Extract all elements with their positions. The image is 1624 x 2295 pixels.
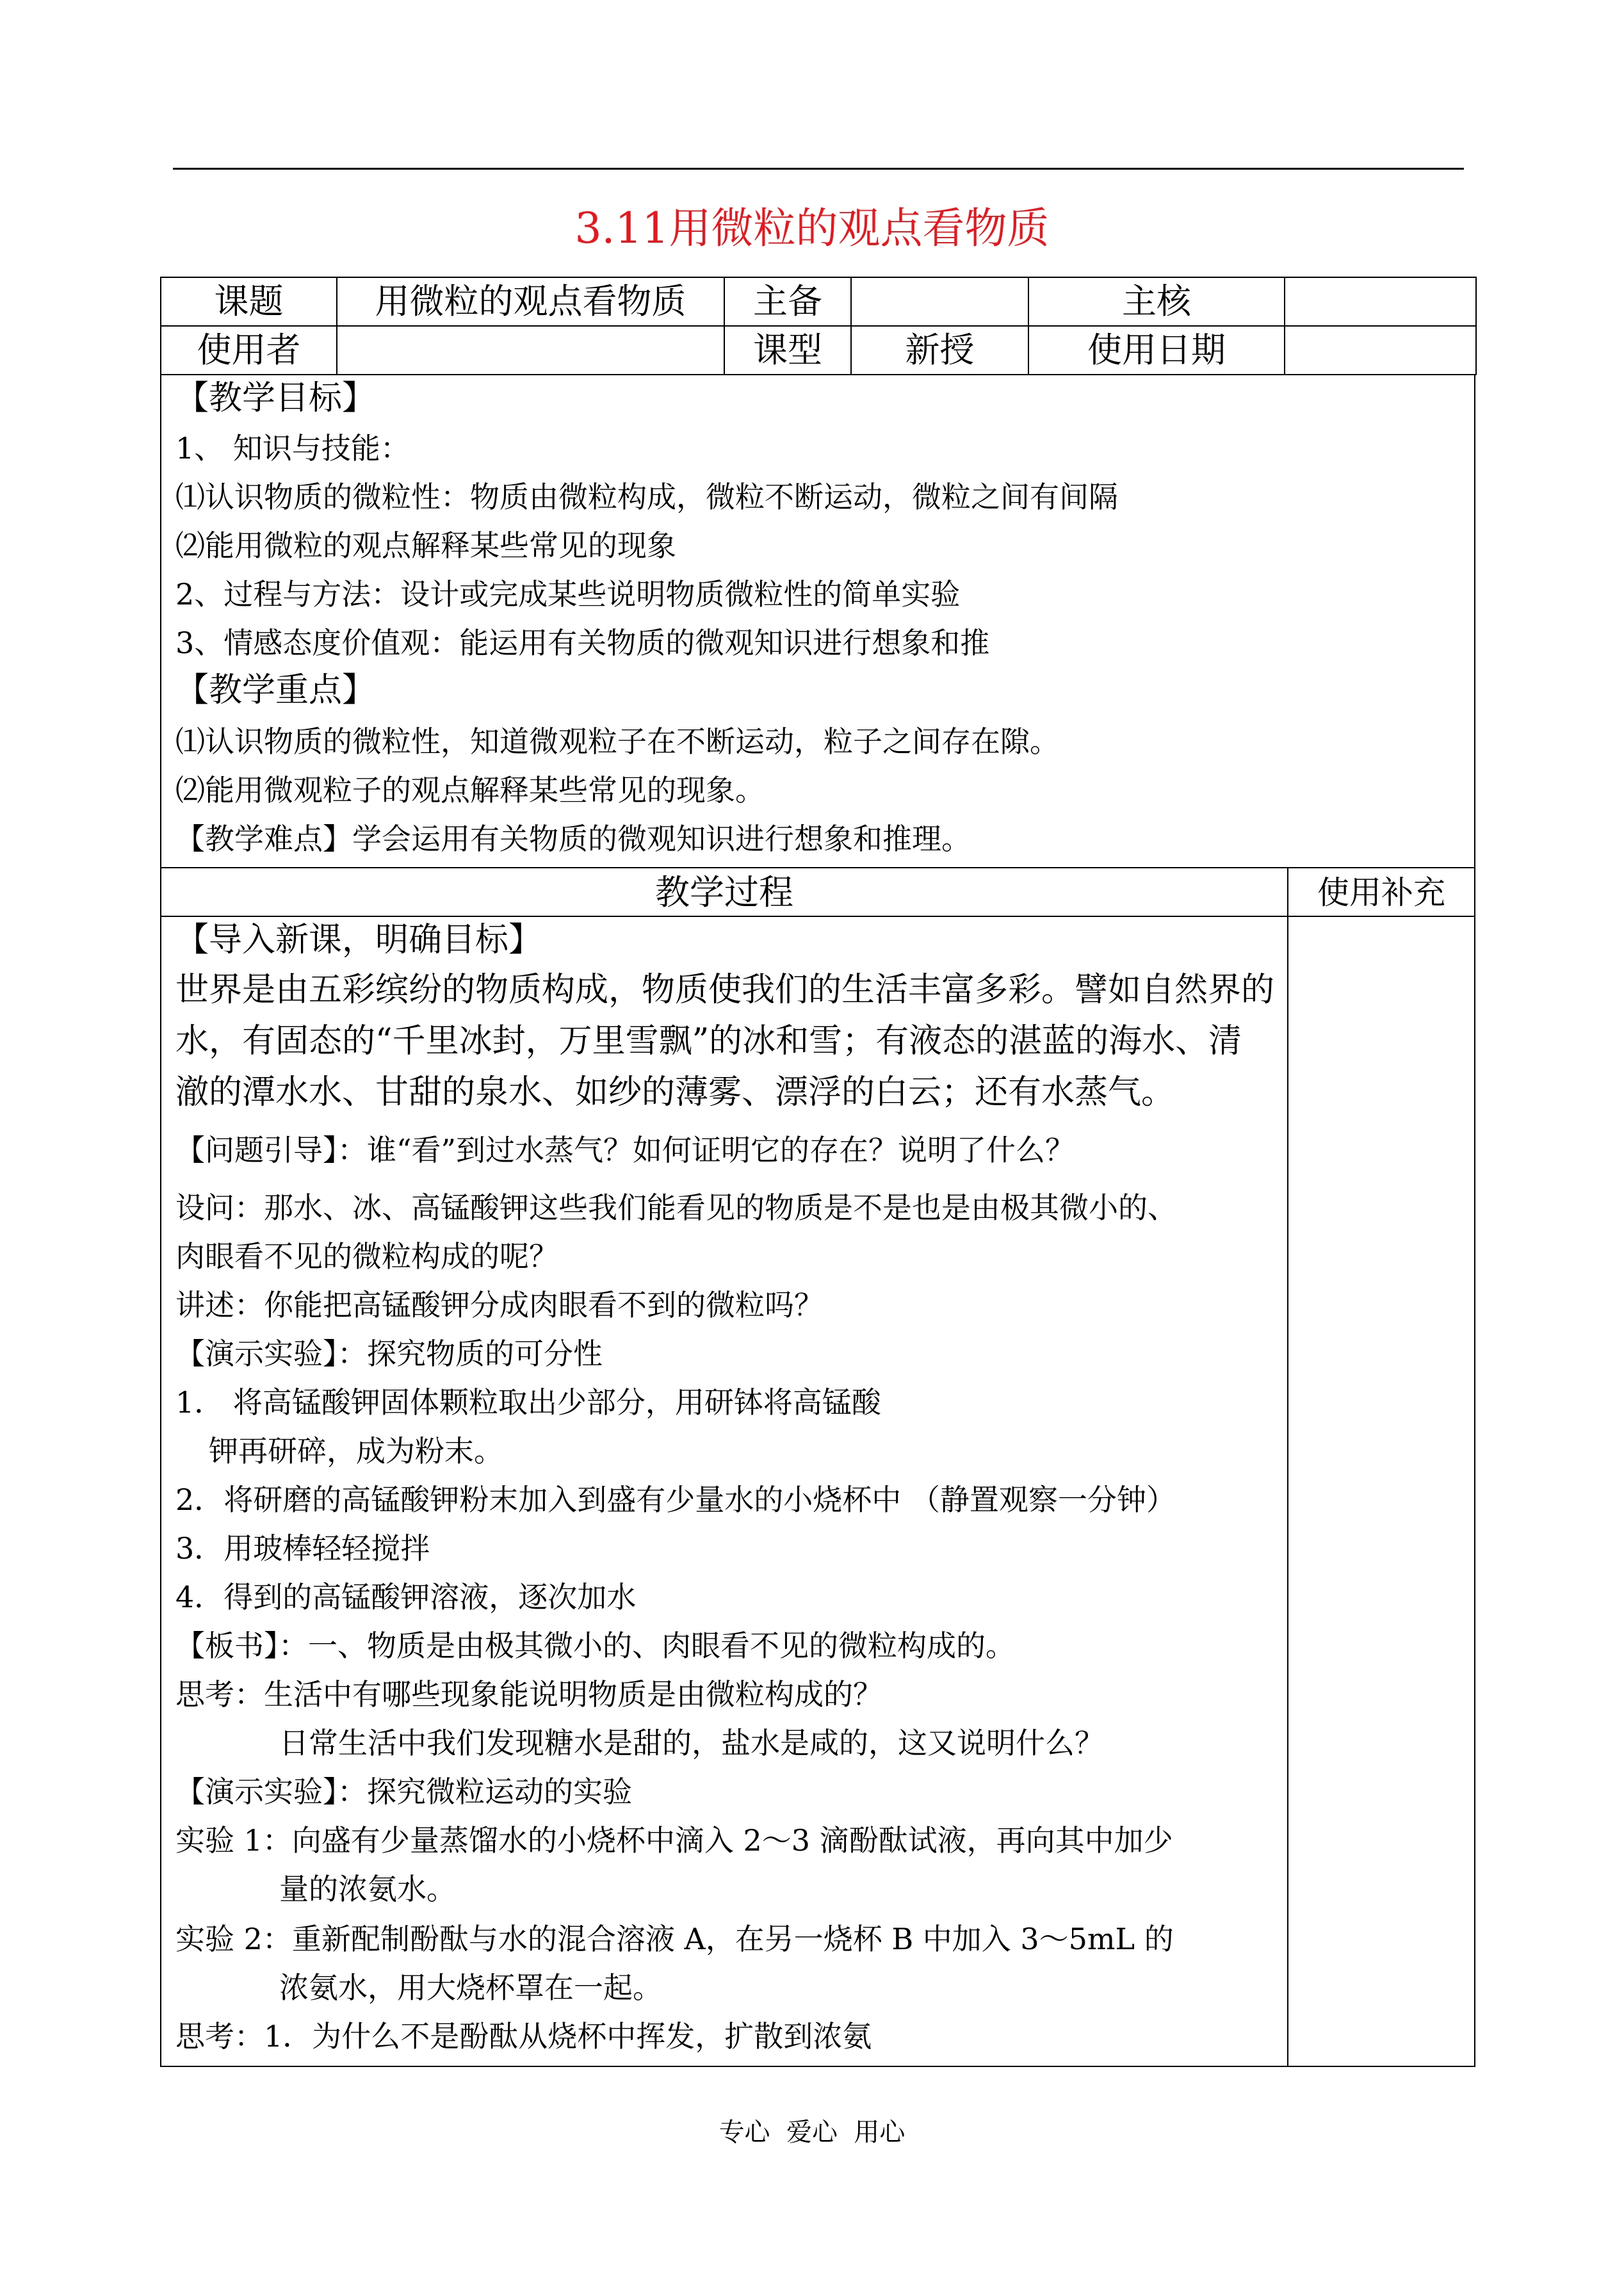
- type-label: 课型: [724, 326, 851, 375]
- process-header-row: [160, 868, 1475, 917]
- process-line: 肉眼看不见的微粒构成的呢？: [175, 1239, 558, 1274]
- objective-line: 1、 知识与技能：: [175, 431, 410, 466]
- reviewer-value: [1285, 277, 1476, 326]
- teaching-goals-section: [160, 374, 1475, 868]
- page-footer: 专心 爱心 用心: [719, 2118, 905, 2147]
- process-line: 3．用玻棒轻轻搅拌: [175, 1531, 430, 1566]
- process-line: 【演示实验】：探究物质的可分性: [175, 1336, 603, 1371]
- process-line: 实验 2：重新配制酚酞与水的混合溶液 A，在另一烧杯 B 中加入 3～5mL 的: [175, 1922, 1174, 1956]
- header-rule: [173, 168, 1464, 170]
- process-line: 【问题引导】：谁“看”到过水蒸气？如何证明它的存在？说明了什么？: [175, 1133, 1075, 1167]
- process-line: 水，有固态的“千里冰封，万里雪飘”的冰和雪；有液态的湛蓝的海水、清: [175, 1022, 1242, 1060]
- process-line: 4．得到的高锰酸钾溶液，逐次加水: [175, 1580, 637, 1614]
- reviewer-label: 主核: [1028, 277, 1285, 326]
- document-title: 3.11用微粒的观点看物质: [574, 204, 1050, 253]
- process-line: 讲述：你能把高锰酸钾分成肉眼看不到的微粒吗？: [175, 1288, 824, 1322]
- column-divider: [1287, 917, 1288, 2066]
- user-label: 使用者: [161, 326, 337, 375]
- teaching-process-section: [160, 917, 1475, 2067]
- process-line: 浓氨水，用大烧杯罩在一起。: [279, 1970, 662, 2005]
- process-line: 钾再研碎，成为粉末。: [209, 1434, 503, 1468]
- process-line: 实验 1：向盛有少量蒸馏水的小烧杯中滴入 2～3 滴酚酞试液，再向其中加少: [175, 1823, 1173, 1858]
- objectives-heading: 【教学目标】: [175, 379, 376, 418]
- process-line: 思考：生活中有哪些现象能说明物质是由微粒构成的？: [175, 1677, 882, 1712]
- key-point-line: ⑴认识物质的微粒性，知道微观粒子在不断运动，粒子之间存在隙。: [175, 724, 1059, 759]
- difficulty-line: 【教学难点】学会运用有关物质的微观知识进行想象和推理。: [175, 822, 971, 856]
- process-line: 世界是由五彩缤纷的物质构成，物质使我们的生活丰富多彩。譬如自然界的: [175, 971, 1275, 1009]
- topic-label: 课题: [161, 277, 337, 326]
- key-points-heading: 【教学重点】: [175, 671, 376, 710]
- process-line: 设问：那水、冰、高锰酸钾这些我们能看见的物质是不是也是由极其微小的、: [175, 1190, 1177, 1225]
- process-column-header: 教学过程: [161, 868, 1288, 917]
- process-line: 【板书】：一、物质是由极其微小的、肉眼看不见的微粒构成的。: [175, 1628, 1015, 1663]
- objective-line: ⑴认识物质的微粒性：物质由微粒构成，微粒不断运动，微粒之间有间隔: [175, 480, 1118, 514]
- intro-heading: 【导入新课，明确目标】: [175, 921, 542, 959]
- objective-line: 2、过程与方法：设计或完成某些说明物质微粒性的简单实验: [175, 577, 961, 612]
- objective-line: ⑵能用微粒的观点解释某些常见的现象: [175, 528, 676, 563]
- process-line: 2．将研磨的高锰酸钾粉末加入到盛有少量水的小烧杯中 （静置观察一分钟）: [175, 1482, 1176, 1517]
- meta-row-2: [161, 326, 1476, 375]
- process-line: 澈的潭水水、甘甜的泉水、如纱的薄雾、漂浮的白云；还有水蒸气。: [175, 1073, 1175, 1112]
- process-line: 日常生活中我们发现糖水是甜的，盐水是咸的，这又说明什么？: [279, 1726, 1104, 1760]
- supplement-column-header: 使用补充: [1317, 874, 1445, 911]
- user-value: [337, 326, 724, 375]
- preparer-label: 主备: [724, 277, 851, 326]
- objective-line: 3、情感态度价值观：能运用有关物质的微观知识进行想象和推: [175, 626, 990, 660]
- date-label: 使用日期: [1028, 326, 1285, 375]
- process-line: 【演示实验】：探究微粒运动的实验: [175, 1774, 632, 1809]
- meta-row-1: [161, 277, 1476, 326]
- topic-value: 用微粒的观点看物质: [337, 277, 724, 326]
- process-line: 量的浓氨水。: [279, 1872, 456, 1906]
- preparer-value: [851, 277, 1028, 326]
- process-line: 思考：1．为什么不是酚酞从烧杯中挥发，扩散到浓氨: [175, 2019, 872, 2054]
- type-value: 新授: [851, 326, 1028, 375]
- key-point-line: ⑵能用微观粒子的观点解释某些常见的现象。: [175, 773, 765, 807]
- lesson-meta-table: [160, 277, 1477, 375]
- date-value: [1285, 326, 1476, 375]
- process-line: 1． 将高锰酸钾固体颗粒取出少部分，用研钵将高锰酸: [175, 1385, 881, 1420]
